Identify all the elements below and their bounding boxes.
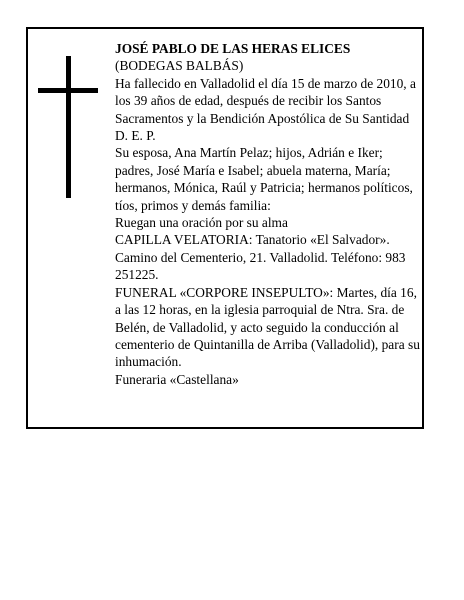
affiliation: (BODEGAS BALBÁS) [115, 58, 244, 74]
deceased-name: JOSÉ PABLO DE LAS HERAS ELICES [115, 41, 351, 56]
cross-icon [38, 56, 98, 198]
funeral-info: FUNERAL «CORPORE INSEPULTO»: Martes, día 16, a las 12 horas, en la iglesia parroquial de Ntra. Sra. de Belén, de Valladolid, y acto seguido la conducción al cementerio de Quintanilla de Arriba (Valladolid), para su inhumación. [115, 284, 420, 370]
chapel-info: CAPILLA VELATORIA: Tanatorio «El Salvador». Camino del Cementerio, 21. Valladolid. Teléfono: 983 251225. [115, 232, 406, 283]
family-list: Su esposa, Ana Martín Pelaz; hijos, Adrián e Iker; padres, José María e Isabel; abuela materna, María; hermanos, Mónica, Raúl y Patricia; hermanos políticos, tíos, primos y demás familia: [115, 145, 413, 213]
notice-body [115, 40, 420, 388]
cross-vertical-bar [66, 56, 71, 198]
prayer-request: Ruegan una oración por su alma [115, 215, 288, 231]
funeral-home: Funeraria «Castellana» [115, 371, 239, 387]
death-announcement: Ha fallecido en Valladolid el día 15 de marzo de 2010, a los 39 años de edad, después de recibir los Santos Sacramentos y la Bendición Apostólica de Su Santidad D. E. P. [115, 75, 416, 144]
obituary-notice [26, 27, 424, 429]
cross-horizontal-bar [38, 88, 98, 93]
